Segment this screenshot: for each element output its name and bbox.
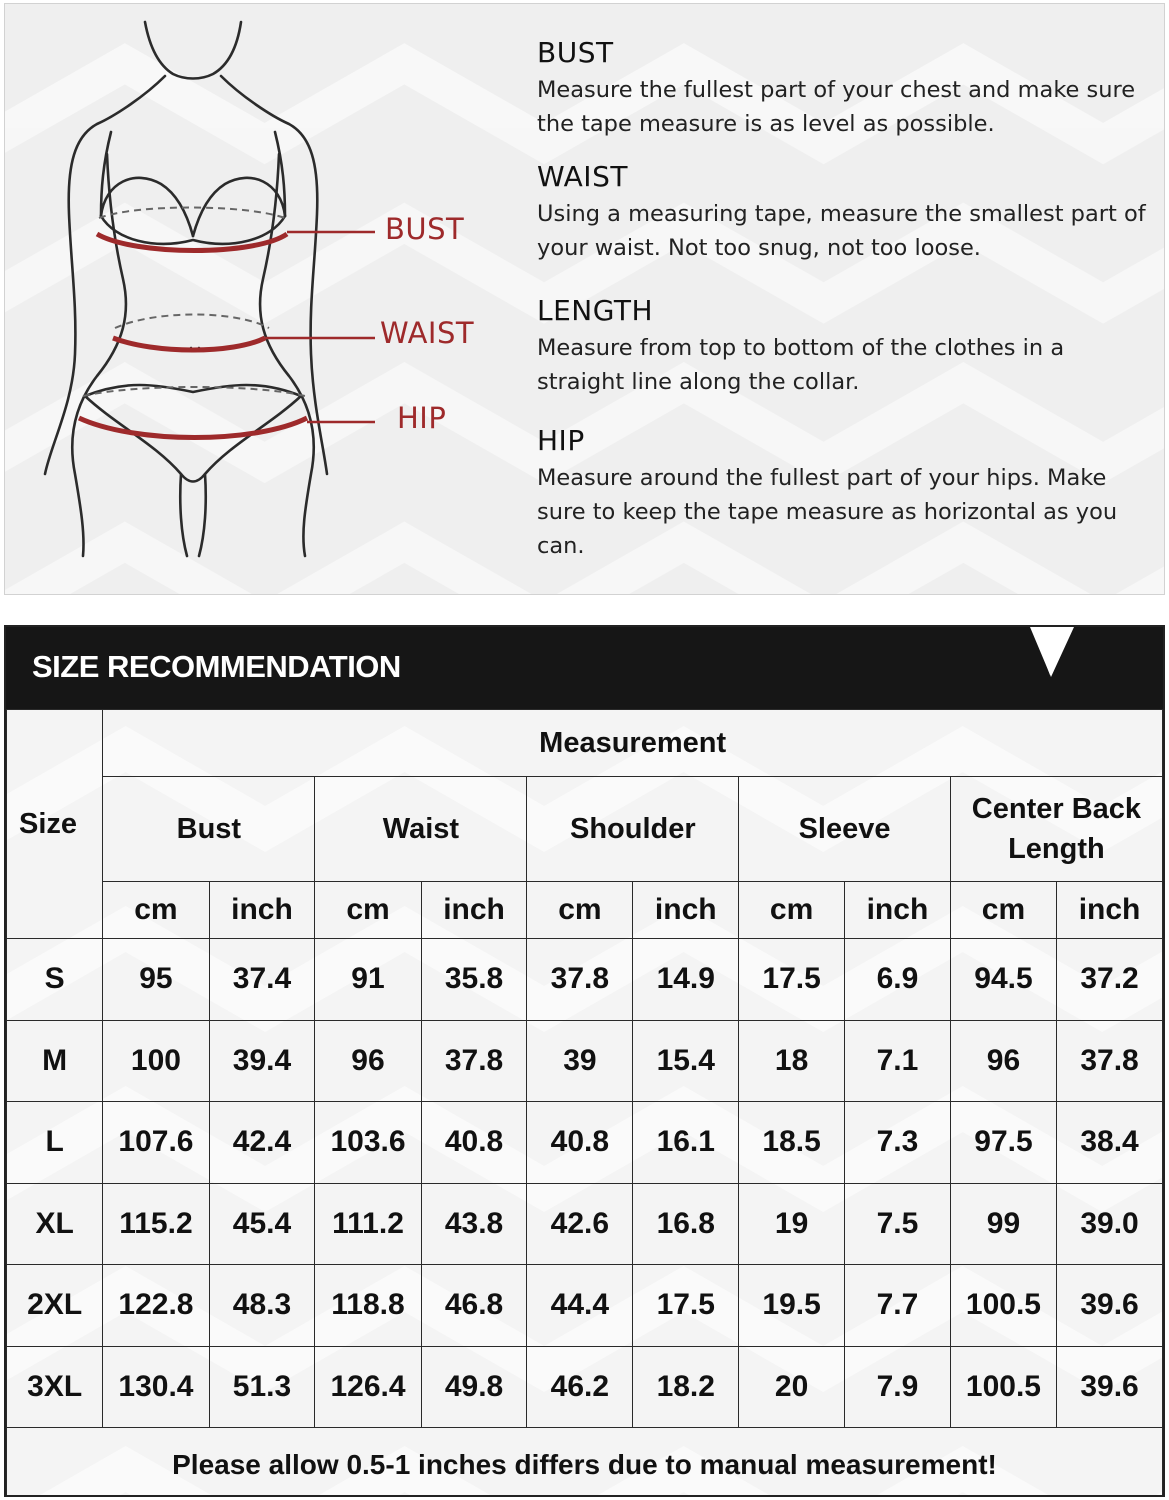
- size-column-header: Size: [7, 710, 103, 939]
- value-cell: 103.6: [315, 1102, 421, 1184]
- value-cell: 40.8: [527, 1102, 633, 1184]
- value-cell: 48.3: [209, 1265, 315, 1347]
- value-cell: 45.4: [209, 1183, 315, 1265]
- value-cell: 42.4: [209, 1102, 315, 1184]
- unit-inch: inch: [845, 882, 951, 939]
- value-cell: 107.6: [103, 1102, 209, 1184]
- value-cell: 51.3: [209, 1346, 315, 1428]
- value-cell: 100: [103, 1020, 209, 1102]
- table-row: [7, 939, 1163, 1021]
- value-cell: 20: [739, 1346, 845, 1428]
- size-recommendation-header: [6, 627, 1165, 709]
- value-cell: 16.1: [633, 1102, 739, 1184]
- value-cell: 91: [315, 939, 421, 1021]
- bust-title: BUST: [537, 36, 614, 69]
- value-cell: 35.8: [421, 939, 527, 1021]
- value-cell: 15.4: [633, 1020, 739, 1102]
- value-cell: 96: [950, 1020, 1056, 1102]
- value-cell: 18.2: [633, 1346, 739, 1428]
- value-cell: 46.8: [421, 1265, 527, 1347]
- waist-label: WAIST: [380, 316, 475, 350]
- value-cell: 39.4: [209, 1020, 315, 1102]
- value-cell: 94.5: [950, 939, 1056, 1021]
- value-cell: 37.8: [1057, 1020, 1163, 1102]
- value-cell: 126.4: [315, 1346, 421, 1428]
- unit-row: [7, 882, 1163, 939]
- value-cell: 7.3: [845, 1102, 951, 1184]
- waist-text: Using a measuring tape, measure the smallest part of your waist. Not too snug, not too loose.: [537, 201, 1146, 261]
- value-cell: 17.5: [633, 1265, 739, 1347]
- size-cell: XL: [7, 1183, 103, 1265]
- bust-column-header: Bust: [103, 777, 315, 882]
- value-cell: 39.6: [1057, 1346, 1163, 1428]
- value-cell: 19: [739, 1183, 845, 1265]
- value-cell: 118.8: [315, 1265, 421, 1347]
- value-cell: 39.6: [1057, 1265, 1163, 1347]
- table-row: [7, 1020, 1163, 1102]
- table-row: [7, 1183, 1163, 1265]
- value-cell: 111.2: [315, 1183, 421, 1265]
- value-cell: 49.8: [421, 1346, 527, 1428]
- bust-text: Measure the fullest part of your chest and make sure the tape measure is as level as possible.: [537, 77, 1136, 137]
- length-title: LENGTH: [537, 294, 654, 327]
- measurement-guide-panel: [4, 3, 1165, 595]
- value-cell: 115.2: [103, 1183, 209, 1265]
- value-cell: 6.9: [845, 939, 951, 1021]
- value-cell: 95: [103, 939, 209, 1021]
- shoulder-column-header: Shoulder: [527, 777, 739, 882]
- value-cell: 100.5: [950, 1265, 1056, 1347]
- value-cell: 18: [739, 1020, 845, 1102]
- value-cell: 96: [315, 1020, 421, 1102]
- value-cell: 37.8: [421, 1020, 527, 1102]
- value-cell: 14.9: [633, 939, 739, 1021]
- value-cell: 97.5: [950, 1102, 1056, 1184]
- size-rows: [7, 939, 1163, 1428]
- value-cell: 122.8: [103, 1265, 209, 1347]
- unit-cm: cm: [527, 882, 633, 939]
- center-back-length-column-header: Center Back Length: [950, 777, 1162, 882]
- unit-inch: inch: [1057, 882, 1163, 939]
- value-cell: 46.2: [527, 1346, 633, 1428]
- value-cell: 130.4: [103, 1346, 209, 1428]
- value-cell: 39: [527, 1020, 633, 1102]
- unit-inch: inch: [209, 882, 315, 939]
- value-cell: 18.5: [739, 1102, 845, 1184]
- bust-description: [537, 36, 1152, 141]
- value-cell: 7.5: [845, 1183, 951, 1265]
- value-cell: 99: [950, 1183, 1056, 1265]
- unit-cm: cm: [950, 882, 1056, 939]
- sleeve-column-header: Sleeve: [739, 777, 951, 882]
- size-cell: S: [7, 939, 103, 1021]
- measurement-note: Please allow 0.5-1 inches differs due to manual measurement!: [7, 1428, 1163, 1498]
- size-cell: M: [7, 1020, 103, 1102]
- waist-column-header: Waist: [315, 777, 527, 882]
- table-row: [7, 1346, 1163, 1428]
- hip-description: [537, 424, 1152, 563]
- waist-description: [537, 160, 1152, 265]
- value-cell: 19.5: [739, 1265, 845, 1347]
- size-table: [6, 709, 1163, 1497]
- measurement-group-header: Measurement: [103, 710, 1163, 777]
- length-text: Measure from top to bottom of the clothes in a straight line along the collar.: [537, 335, 1065, 395]
- value-cell: 40.8: [421, 1102, 527, 1184]
- table-row: [7, 1102, 1163, 1184]
- value-cell: 43.8: [421, 1183, 527, 1265]
- body-outline-illustration: [5, 4, 525, 595]
- unit-inch: inch: [633, 882, 739, 939]
- value-cell: 39.0: [1057, 1183, 1163, 1265]
- unit-inch: inch: [421, 882, 527, 939]
- value-cell: 42.6: [527, 1183, 633, 1265]
- hip-text: Measure around the fullest part of your hips. Make sure to keep the tape measure as horizontal as you can.: [537, 465, 1118, 559]
- unit-cm: cm: [315, 882, 421, 939]
- waist-title: WAIST: [537, 160, 628, 193]
- value-cell: 37.4: [209, 939, 315, 1021]
- chevron-down-icon: [1006, 627, 1096, 709]
- size-recommendation-title: SIZE RECOMMENDATION: [32, 649, 401, 684]
- size-recommendation-panel: [4, 625, 1165, 1497]
- size-cell: 3XL: [7, 1346, 103, 1428]
- value-cell: 17.5: [739, 939, 845, 1021]
- value-cell: 44.4: [527, 1265, 633, 1347]
- hip-label: HIP: [397, 401, 447, 435]
- value-cell: 7.7: [845, 1265, 951, 1347]
- hip-title: HIP: [537, 424, 585, 457]
- value-cell: 100.5: [950, 1346, 1056, 1428]
- value-cell: 7.1: [845, 1020, 951, 1102]
- value-cell: 37.2: [1057, 939, 1163, 1021]
- value-cell: 7.9: [845, 1346, 951, 1428]
- unit-cm: cm: [739, 882, 845, 939]
- table-row: [7, 1265, 1163, 1347]
- value-cell: 37.8: [527, 939, 633, 1021]
- size-cell: L: [7, 1102, 103, 1184]
- value-cell: 38.4: [1057, 1102, 1163, 1184]
- size-cell: 2XL: [7, 1265, 103, 1347]
- value-cell: 16.8: [633, 1183, 739, 1265]
- bust-label: BUST: [385, 212, 465, 246]
- unit-cm: cm: [103, 882, 209, 939]
- length-description: [537, 294, 1152, 399]
